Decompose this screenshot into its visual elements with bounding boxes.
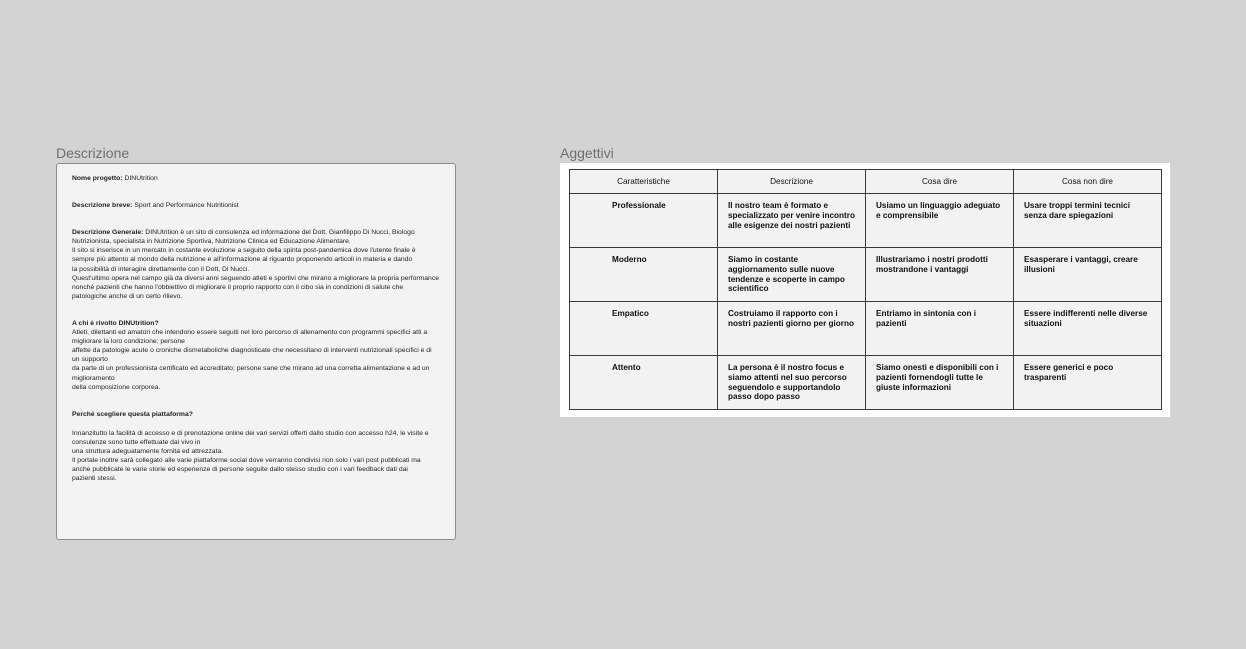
cell-cosa-dire: Usiamo un linguaggio adeguato e comprensibile (866, 194, 1014, 248)
perche-text: pazienti stessi. (72, 475, 117, 483)
cell-cosa-non-dire: Usare troppi termini tecnici senza dare spiegazioni (1014, 194, 1162, 248)
table-row (570, 194, 1162, 248)
table-header-row (570, 170, 1162, 194)
nome-progetto-value: DINUtrition (122, 175, 158, 182)
cell-cosa-non-dire: Essere indifferenti nelle diverse situazioni (1014, 302, 1162, 356)
descrizione-breve-label: Descrizione breve: (72, 202, 133, 210)
nome-progetto-line (72, 174, 439, 183)
cell-cosa-dire: Illustrariamo i nostri prodotti mostrandone i vantaggi (866, 248, 1014, 302)
rivolto-text: da parte di un professionista certificato ed accreditato; persone sane che mirano ad una corretta alimentazione e ad un miglioramento (72, 365, 430, 382)
cell-descrizione: Costruiamo il rapporto con i nostri pazienti giorno per giorno (718, 302, 866, 356)
table-row (570, 248, 1162, 302)
perche-heading: Perché scegliere questa piattaforma? (72, 410, 193, 418)
nome-progetto-label: Nome progetto: (72, 175, 123, 182)
rivolto-text: affette da patologie acute o croniche dismetaboliche diagnosticate che necessitano di interventi nutrizionali specifici e di un supporto (72, 347, 432, 364)
cell-descrizione: La persona è il nostro focus e siamo attenti nel suo percorso seguendolo e supportandolo passo dopo passo (718, 356, 866, 410)
cell-descrizione: Il nostro team è formato e specializzato per venire incontro alle esigenze dei nostri pazienti (718, 194, 866, 248)
aggettivi-table (569, 169, 1162, 410)
cell-cosa-dire: Siamo onesti e disponibili con i pazienti fornendogli tutte le giuste informazioni (866, 356, 1014, 410)
cell-cosa-non-dire: Essere generici e poco trasparenti (1014, 356, 1162, 410)
header-descrizione: Descrizione (718, 170, 866, 194)
cell-caratteristica: Empatico (570, 302, 718, 356)
table-row (570, 356, 1162, 410)
descrizione-generale-text: Quest'ultimo opera nel campo già da diversi anni seguendo atleti e sportivi che mirano a migliorare la propria performance nonché pazienti che hanno l'obbiettivo di migliorare il proprio rapporto con il cibo sia in condizioni di salute che patologiche anche di un certo rilievo. (72, 274, 440, 300)
rivolto-text: Atleti, dilettanti ed amatori che intendono essere seguiti nel loro percorso di allenamento con programmi specifici atti a migliorare la loro condizione; persone (72, 329, 428, 346)
aggettivi-frame-label[interactable]: Aggettivi (560, 145, 614, 161)
descrizione-breve-line (72, 201, 439, 210)
perche-text: Innanzitutto la facilità di accesso e di prenotazione online dei vari servizi offerti dallo studio con accesso h24, le visite e consulenze sono tutte effettuate dal vivo in (72, 429, 429, 446)
descrizione-card[interactable] (56, 163, 456, 540)
header-cosa-dire: Cosa dire (866, 170, 1014, 194)
cell-cosa-non-dire: Esasperare i vantaggi, creare illusioni (1014, 248, 1162, 302)
aggettivi-frame[interactable] (560, 163, 1170, 417)
header-caratteristiche: Caratteristiche (570, 170, 718, 194)
descrizione-generale-text: Il sito si inserisce in un mercato in costante evoluzione a seguito della spinta post-pandemica dove l'utente finale è sempre più attento al mondo della nutrizione e all'informazione al riguardo proponendo articoli in materia e dando (72, 247, 416, 264)
descrizione-generale-para (72, 228, 439, 246)
descrizione-frame-label[interactable]: Descrizione (56, 145, 130, 161)
descrizione-generale-text: DINUtrition è un sito di consulenza ed informazione del Dott. Gianfilippo Di Nucci, Biologo Nutrizionista, specialista in Nutrizione Sportiva, Nutrizione Clinica ed Educazione Alimentare. (72, 229, 415, 246)
cell-caratteristica: Moderno (570, 248, 718, 302)
cell-descrizione: Siamo in costante aggiornamento sulle nuove tendenze e scoperte in campo scientifico (718, 248, 866, 302)
cell-caratteristica: Attento (570, 356, 718, 410)
descrizione-breve-value: Sport and Performance Nutritionist (132, 202, 239, 210)
descrizione-generale-label: Descrizione Generale: (72, 229, 144, 237)
descrizione-generale-text: la possibilità di interagire direttamente con il Dott, Di Nucci. (72, 265, 250, 273)
header-cosa-non-dire: Cosa non dire (1014, 170, 1162, 194)
rivolto-heading: A chi è rivolto DINUtrition? (72, 319, 159, 327)
perche-text: una struttura adeguatamente fornita ed attrezzata. (72, 447, 224, 455)
cell-cosa-dire: Entriamo in sintonia con i pazienti (866, 302, 1014, 356)
cell-caratteristica: Professionale (570, 194, 718, 248)
table-row (570, 302, 1162, 356)
rivolto-text: della composizione corporea. (72, 383, 161, 391)
perche-text: Il portale inoltre sarà collegato alle varie piattaforme social dove verranno condivisi non solo i vari post pubblicati ma anche pubblicate le varie storie ed esperienze di persone seguite dallo stesso studio con i vari feedback dati dai (72, 457, 421, 474)
